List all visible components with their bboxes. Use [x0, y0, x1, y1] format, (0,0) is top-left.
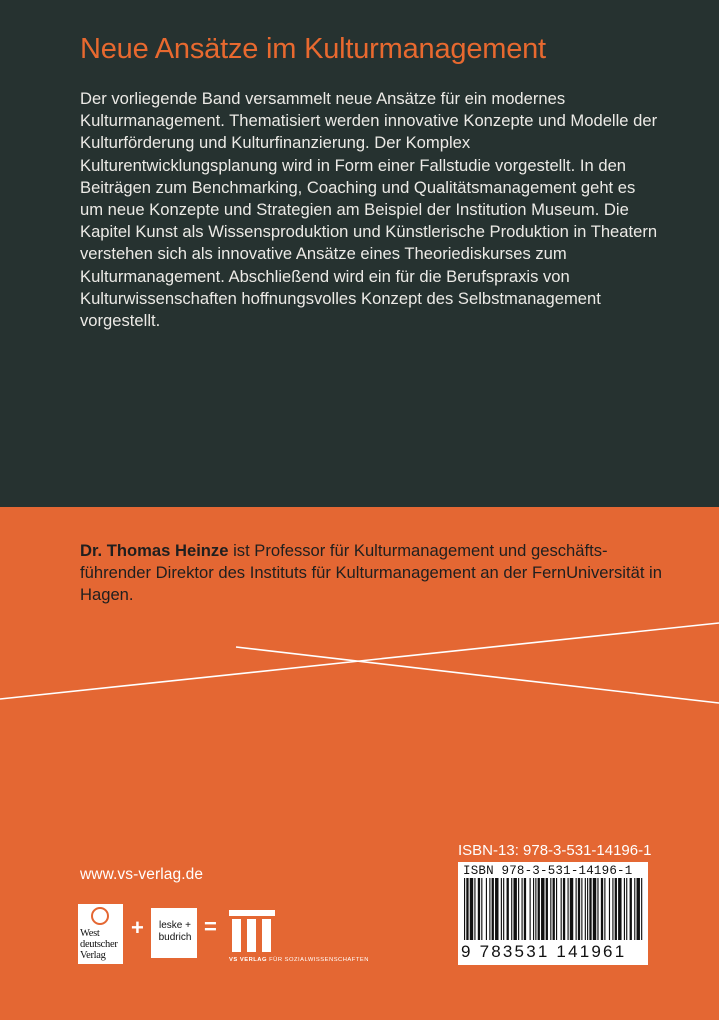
barcode-bar — [470, 878, 473, 940]
barcode-bar — [522, 878, 523, 940]
barcode-bar — [597, 878, 598, 940]
barcode-bar — [550, 878, 551, 940]
westdeutscher-verlag-logo — [78, 904, 123, 964]
vs-verlag-caption — [229, 957, 369, 963]
barcode-bar — [511, 878, 512, 940]
vs-verlag-logo-icon — [229, 910, 275, 954]
barcode-bar — [464, 878, 465, 940]
barcode-bar — [624, 878, 625, 940]
barcode-bar — [495, 878, 498, 940]
barcode-bar — [634, 878, 635, 940]
barcode-bar — [618, 878, 621, 940]
vs-caption-bold: VS VERLAG — [229, 957, 267, 963]
barcode-bar — [474, 878, 475, 940]
author-bio: ist Professor für Kulturmanagement und geschäftsführender Direktor des Instituts für Kulturmanagement an der FernUniversität in Hagen. — [80, 541, 662, 604]
barcode-bar — [501, 878, 502, 940]
barcode-bar — [492, 878, 494, 940]
barcode-bar — [556, 878, 557, 940]
barcode-bar — [637, 878, 640, 940]
barcode-bar — [481, 878, 482, 940]
leske-budrich-logo-text: leske + budrich — [158, 920, 192, 943]
barcode-bar — [524, 878, 526, 940]
barcode-bar — [513, 878, 516, 940]
barcode-bar — [578, 878, 580, 940]
barcode-bar — [601, 878, 603, 940]
barcode-bar — [561, 878, 562, 940]
barcode-bar — [626, 878, 627, 940]
barcode-bar — [612, 878, 613, 940]
equals-sign: = — [204, 914, 217, 939]
leske-budrich-logo — [151, 908, 197, 958]
barcode-bar — [585, 878, 586, 940]
book-description: Der vorliegende Band versammelt neue Ansätze für ein modernes Kulturmanagement. Thematisiert werden innovative Konzepte und Modelle der Kulturförderung und Kulturfinanzierung. Der Komplex Kulturentwicklungsplanung wird in Form einer Fallstudie vorgestellt. In den Beiträgen zum Benchmarking, Coaching und Qualitätsmanagement geht es um neue Konzepte und Strategien am Beispiel der Institution Museum. Die Kapitel Kunst als Wissensproduktion und Künstlerische Produktion in Theatern verstehen sich als innovative Ansätze eines Theoriediskurses zum Kulturmanagement. Abschließend wird ein für die Berufspraxis von Kulturwissenschaften hoffnungsvolles Konzept des Selbstmanagement vorgestellt. — [80, 89, 658, 331]
plus-sign: + — [131, 915, 144, 940]
barcode-bar — [546, 878, 548, 940]
barcode-bar — [615, 878, 617, 940]
barcode-bar — [535, 878, 536, 940]
barcode-bar — [507, 878, 509, 940]
barcode-bar — [609, 878, 610, 940]
decorative-line-lower — [236, 647, 719, 703]
barcode-bar — [486, 878, 487, 940]
barcode-bar — [553, 878, 555, 940]
barcode-bar — [570, 878, 573, 940]
barcode-digits: 9 783531 141961 — [461, 942, 627, 961]
barcode-bar — [593, 878, 596, 940]
author-info — [80, 540, 670, 606]
barcode-bar — [641, 878, 642, 940]
barcode-bar — [533, 878, 534, 940]
barcode-bar — [604, 878, 605, 940]
barcode-bar — [503, 878, 504, 940]
isbn-label: ISBN-13: 978-3-531-14196-1 — [458, 842, 652, 859]
barcode — [458, 862, 648, 965]
barcode-bar — [489, 878, 490, 940]
barcode-bar — [530, 878, 531, 940]
barcode-bar — [589, 878, 591, 940]
barcode-bar — [581, 878, 582, 940]
barcode-bar — [587, 878, 588, 940]
publisher-website-link[interactable]: www.vs-verlag.de — [80, 866, 204, 883]
barcode-bar — [576, 878, 577, 940]
barcode-isbn-text: ISBN 978-3-531-14196-1 — [463, 864, 633, 878]
barcode-bar — [563, 878, 565, 940]
barcode-bars — [458, 878, 648, 944]
author-name: Dr. Thomas Heinze — [80, 541, 229, 560]
book-title: Neue Ansätze im Kulturmanagement — [80, 33, 546, 65]
barcode-bar — [478, 878, 480, 940]
vs-caption-rest: FÜR SOZIALWISSENSCHAFTEN — [267, 957, 369, 963]
barcode-bar — [518, 878, 519, 940]
barcode-bar — [541, 878, 544, 940]
barcode-bar — [568, 878, 569, 940]
westdeutscher-circle-icon — [91, 907, 109, 925]
barcode-bar — [466, 878, 468, 940]
barcode-bar — [630, 878, 632, 940]
barcode-bar — [538, 878, 540, 940]
westdeutscher-logo-text: West deutscher Verlag — [80, 928, 118, 961]
